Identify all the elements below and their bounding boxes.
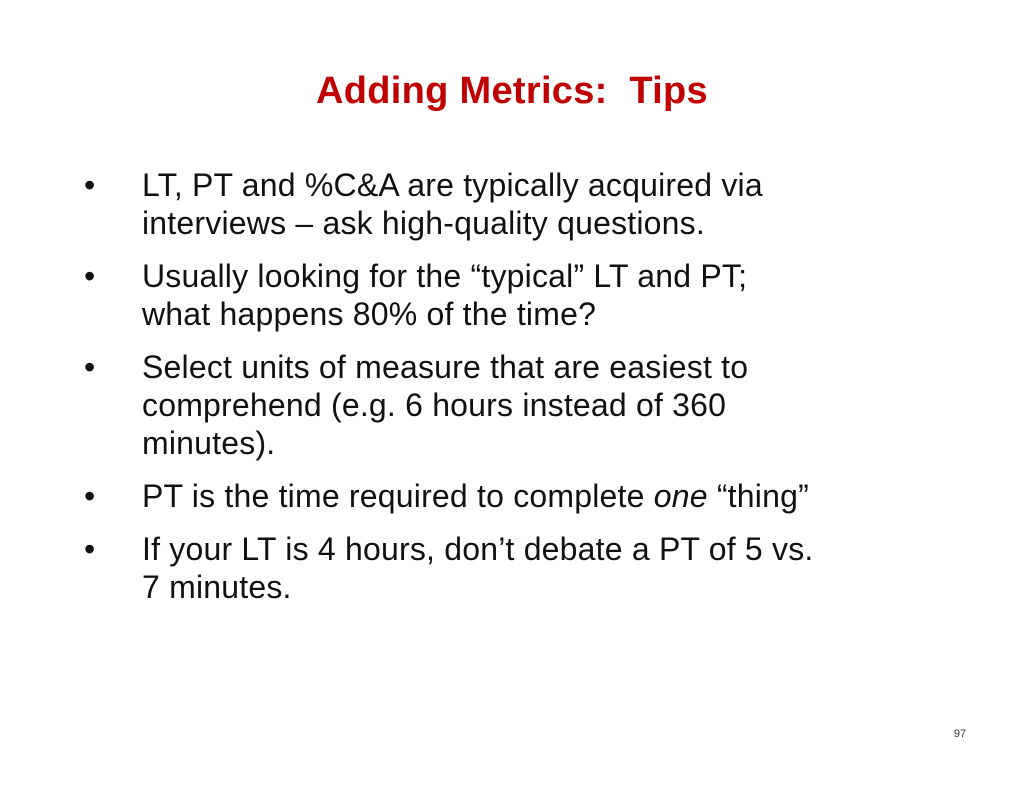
bullet-5-line-1: If your LT is 4 hours, don’t debate a PT of 5 vs. <box>142 531 814 567</box>
bullet-3-line-3: minutes). <box>142 425 276 461</box>
bullet-2-line-2: what happens 80% of the time? <box>142 296 597 332</box>
bullet-icon: • <box>84 167 96 203</box>
bullet-2-line-1: Usually looking for the “typical” LT and PT; <box>142 258 748 294</box>
page-number: 97 <box>953 728 967 740</box>
bullet-item-4 <box>84 477 964 515</box>
bullet-1-line-2: interviews – ask high-quality questions. <box>142 205 705 241</box>
bullet-4-text-end: “thing” <box>707 478 809 514</box>
slide-title: Adding Metrics: Tips <box>316 70 708 112</box>
bullet-4-emphasis: one <box>653 478 708 514</box>
bullet-item-3 <box>84 348 964 462</box>
bullet-icon: • <box>84 531 96 567</box>
bullet-4-text-start: PT is the time required to complete <box>142 478 654 514</box>
bullet-3-line-2: comprehend (e.g. 6 hours instead of 360 <box>142 387 727 423</box>
bullet-4-line-1 <box>142 477 964 515</box>
bullet-5-line-2: 7 minutes. <box>142 569 292 605</box>
bullet-3-line-1: Select units of measure that are easiest to <box>142 349 749 385</box>
bullet-icon: • <box>84 478 96 514</box>
bullet-item-1 <box>84 166 964 242</box>
bullet-icon: • <box>84 349 96 385</box>
bullet-item-2 <box>84 257 964 333</box>
bullet-list <box>84 166 964 621</box>
bullet-item-5 <box>84 530 964 606</box>
bullet-icon: • <box>84 258 96 294</box>
bullet-1-line-1: LT, PT and %C&A are typically acquired via <box>142 167 763 203</box>
